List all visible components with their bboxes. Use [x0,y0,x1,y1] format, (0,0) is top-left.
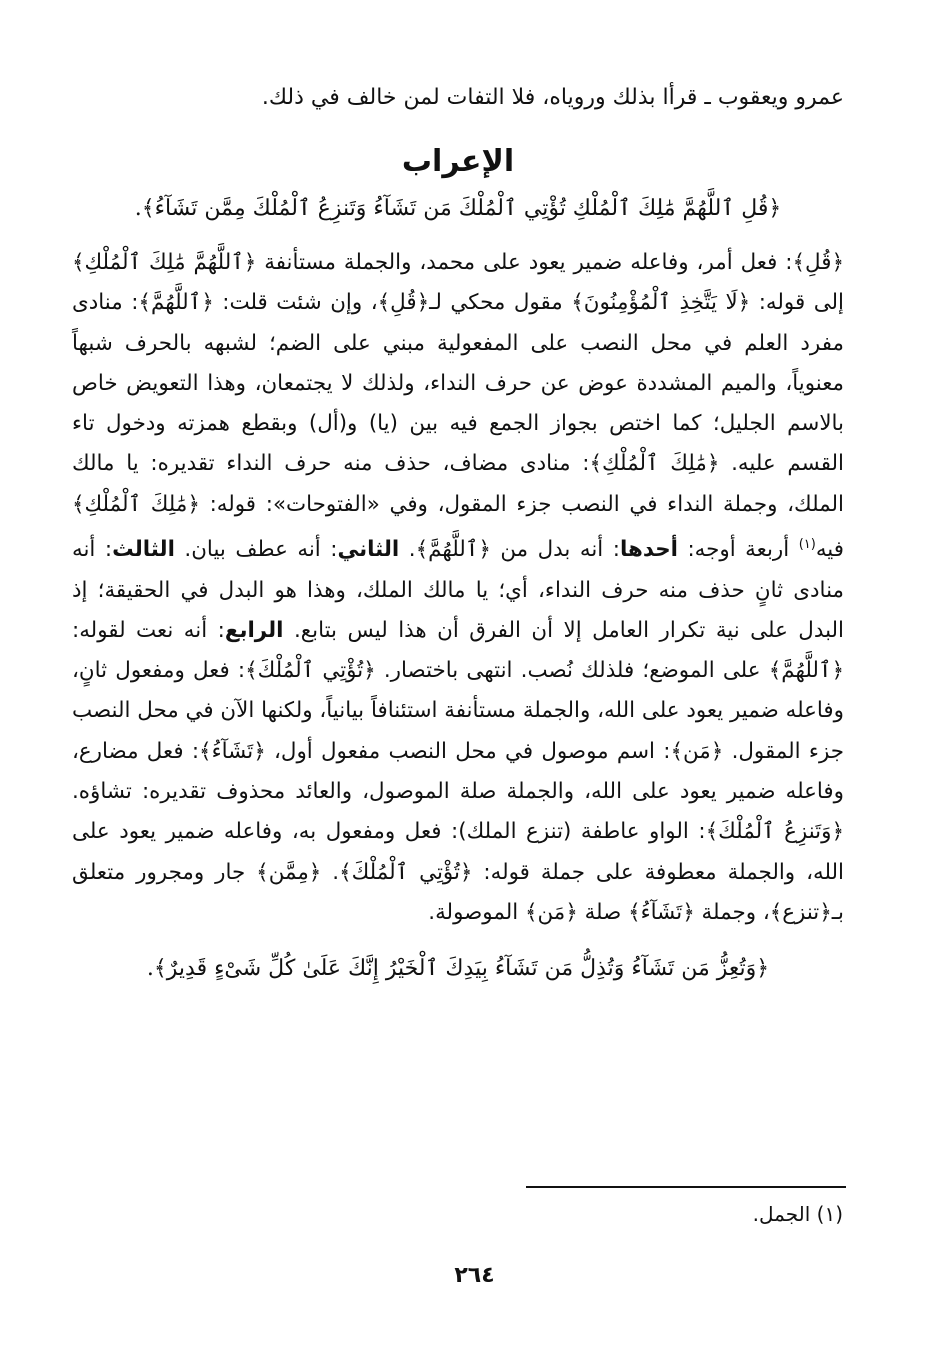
section-heading: الإعراب [401,144,515,179]
fourth-text: : أنه نعت لقوله: ﴿ٱللَّهُمَّ﴾ على الموضع؛ فلذلك نُصب. انتهى باختصار. ﴿تُؤْتِي ٱلْمُلْكَ﴾: فعل ومفعول ثانٍ، وفاعله ضمير يعود على الله، والجملة مستأنفة استئنافاً بيانياً، ولكنها الآن في محل النصب جزء المقول. ﴿مَن﴾: اسم موصول في محل النصب مفعول أول، ﴿تَشَآءُ﴾: فعل مضارع، وفاعله ضمير يعود على الله، والجملة صلة الموصول، والعائد محذوف تقديره: تشاؤه. ﴿وَتَنزِعُ ٱلْمُلْكَ﴾: الواو عاطفة (تنزع الملك): فعل ومفعول به، وفاعله ضمير يعود على الله، والجملة معطوفة على جملة قوله: ﴿تُؤْتِي ٱلْمُلْكَ﴾. ﴿مِمَّن﴾ جار ومجرور متعلق بـ﴿تنزع﴾، وجملة ﴿تَشَآءُ﴾ صلة ﴿مَن﴾ الموصولة. [72,617,844,925]
footnote-separator [526,1186,846,1188]
first-text: : أنه بدل من ﴿ٱللَّهُمَّ﴾. [399,537,620,563]
third-text: : أنه منادى ثانٍ حذف منه حرف النداء، أي؛ يا مالك الملك، وهذا هو البدل في الحقيقة؛ إذ البدل على نية تكرار العامل إلا أن الفرق أن هذا ليس بتابع. [72,537,844,643]
grammar-analysis-paragraph [72,243,844,933]
page-number: ٢٦٤ [454,1263,495,1288]
page-content [72,78,844,991]
continuation-line: عمرو ويعقوب ـ قرأا بذلك وروياه، فلا التفات لمن خالف في ذلك. [261,85,844,110]
quran-verse-2: ﴿وَتُعِزُّ مَن تَشَآءُ وَتُذِلُّ مَن تَشَآءُ بِيَدِكَ ٱلْخَيْرُ إِنَّكَ عَلَىٰ كُلِّ شَىْءٍ قَدِيرٌ﴾. [146,956,770,982]
footnote: (١) الجمل. [752,1202,843,1226]
first-label: أحدها [619,537,678,563]
quran-verse-1: ﴿قُلِ ٱللَّهُمَّ مَٰلِكَ ٱلْمُلْكِ تُؤْتِي ٱلْمُلْكَ مَن تَشَآءُ وَتَنزِعُ ٱلْمُلْكَ مِمَّن تَشَآءُ﴾. [134,196,782,221]
second-text: : أنه عطف بيان. [174,537,338,563]
second-label: الثاني [337,537,400,563]
analysis-text-2: أربعة أوجه: [677,537,799,563]
fourth-label: الرابع [224,617,284,643]
third-label: الثالث [112,537,175,563]
analysis-text-1: ﴿قُلِ﴾: فعل أمر، وفاعله ضمير يعود على محمد، والجملة مستأنفة ﴿ٱللَّهُمَّ مَٰلِكَ ٱلْمُلْكِ﴾ إلى قوله: ﴿لَا يَتَّخِذِ ٱلْمُؤْمِنُونَ﴾ مقول محكي لـ﴿قُلِ﴾، وإن شئت قلت: ﴿ٱللَّهُمَّ﴾: منادى مفرد العلم في محل النصب على المفعولية مبني على الضم؛ لشبهه بالحرف شبهاً معنوياً، والميم المشددة عوض عن حرف النداء، ولذلك لا يجتمعان، وهذا التعويض خاص بالاسم الجليل؛ كما اختص بجواز الجمع فيه بين (يا) و(أل) وبقطع همزته ودخول تاء القسم عليه. ﴿مَٰلِكَ ٱلْمُلْكِ﴾: منادى مضاف، حذف منه حرف النداء تقديره: يا مالك الملك، وجملة النداء في النصب جزء المقول، وفي «الفتوحات»: قوله: ﴿مَٰلِكَ ٱلْمُلْكِ﴾ فيه [72,250,844,563]
footnote-reference[interactable]: (١) [798,537,816,553]
